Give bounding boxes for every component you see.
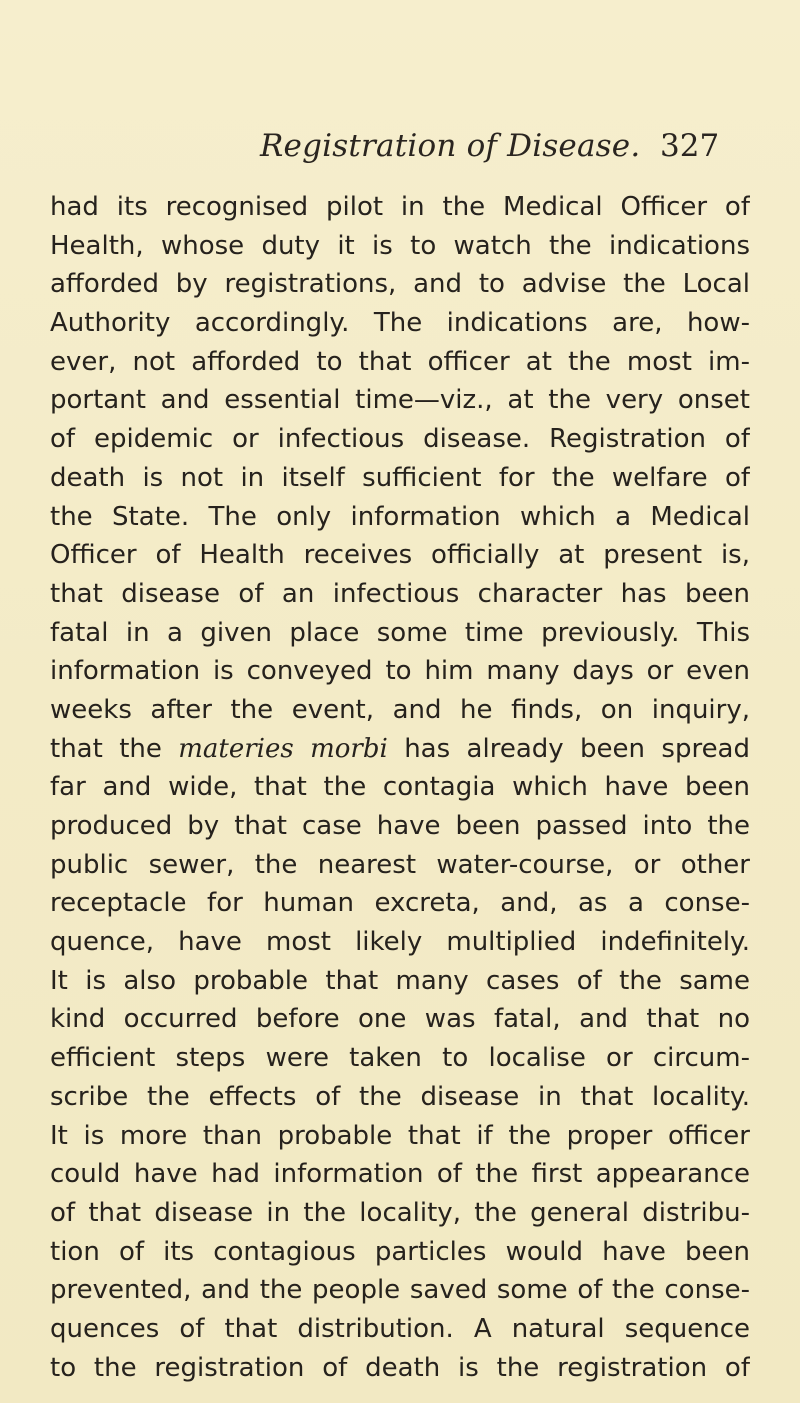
text-line: Authority accordingly. The indications are, how- xyxy=(50,308,750,339)
text-line: the State. The only information which a Medical xyxy=(50,501,750,532)
body-text xyxy=(50,188,750,1387)
text-line: prevented, and the people saved some of the conse- xyxy=(50,1275,750,1306)
text-line: to the registration of death is the registration of xyxy=(50,1352,750,1383)
text-line: kind occurred before one was fatal, and that no xyxy=(50,1004,750,1035)
text-line: death is not in itself sufficient for the welfare of xyxy=(50,462,750,493)
text-line: Health, whose duty it is to watch the indications xyxy=(50,230,750,261)
italic-phrase: materies morbi xyxy=(178,733,388,764)
text-line: far and wide, that the contagia which have been xyxy=(50,772,750,803)
text-line: efficient steps were taken to localise or circum- xyxy=(50,1043,750,1074)
text-line: that disease of an infectious character has been xyxy=(50,578,750,609)
text-line: quence, have most likely multiplied indefinitely. xyxy=(50,927,750,958)
text-line: could have had information of the first appearance xyxy=(50,1159,750,1190)
text-line: Officer of Health receives officially at present is, xyxy=(50,540,750,571)
text-line: ever, not afforded to that officer at the most im- xyxy=(50,346,750,377)
text-line: It is also probable that many cases of the same xyxy=(50,965,750,996)
text-line: weeks after the event, and he finds, on inquiry, xyxy=(50,694,750,725)
text-line: afforded by registrations, and to advise the Local xyxy=(50,269,750,300)
text-line: portant and essential time—viz., at the very onset xyxy=(50,385,750,416)
text-line: of that disease in the locality, the general distribu- xyxy=(50,1197,750,1228)
page-number: 327 xyxy=(660,128,720,164)
text-line: had its recognised pilot in the Medical Officer of xyxy=(50,192,750,222)
text-line: tion of its contagious particles would have been xyxy=(50,1236,750,1267)
text-line: scribe the effects of the disease in that locality. xyxy=(50,1081,750,1112)
text-line: quences of that distribution. A natural sequence xyxy=(50,1313,750,1344)
text-run: that the xyxy=(50,733,179,764)
text-line: receptacle for human excreta, and, as a conse- xyxy=(50,888,750,919)
text-line: of epidemic or infectious disease. Registration of xyxy=(50,424,750,455)
running-title: Registration of Disease. xyxy=(260,128,641,164)
text-line: fatal in a given place some time previously. This xyxy=(50,617,750,648)
text-line: public sewer, the nearest water-course, or other xyxy=(50,849,750,880)
text-run: has already been spread xyxy=(387,733,750,764)
text-line: produced by that case have been passed into the xyxy=(50,811,750,841)
text-line: information is conveyed to him many days or even xyxy=(50,656,750,687)
text-line-with-italic xyxy=(50,730,750,769)
text-line: It is more than probable that if the proper officer xyxy=(50,1120,750,1151)
